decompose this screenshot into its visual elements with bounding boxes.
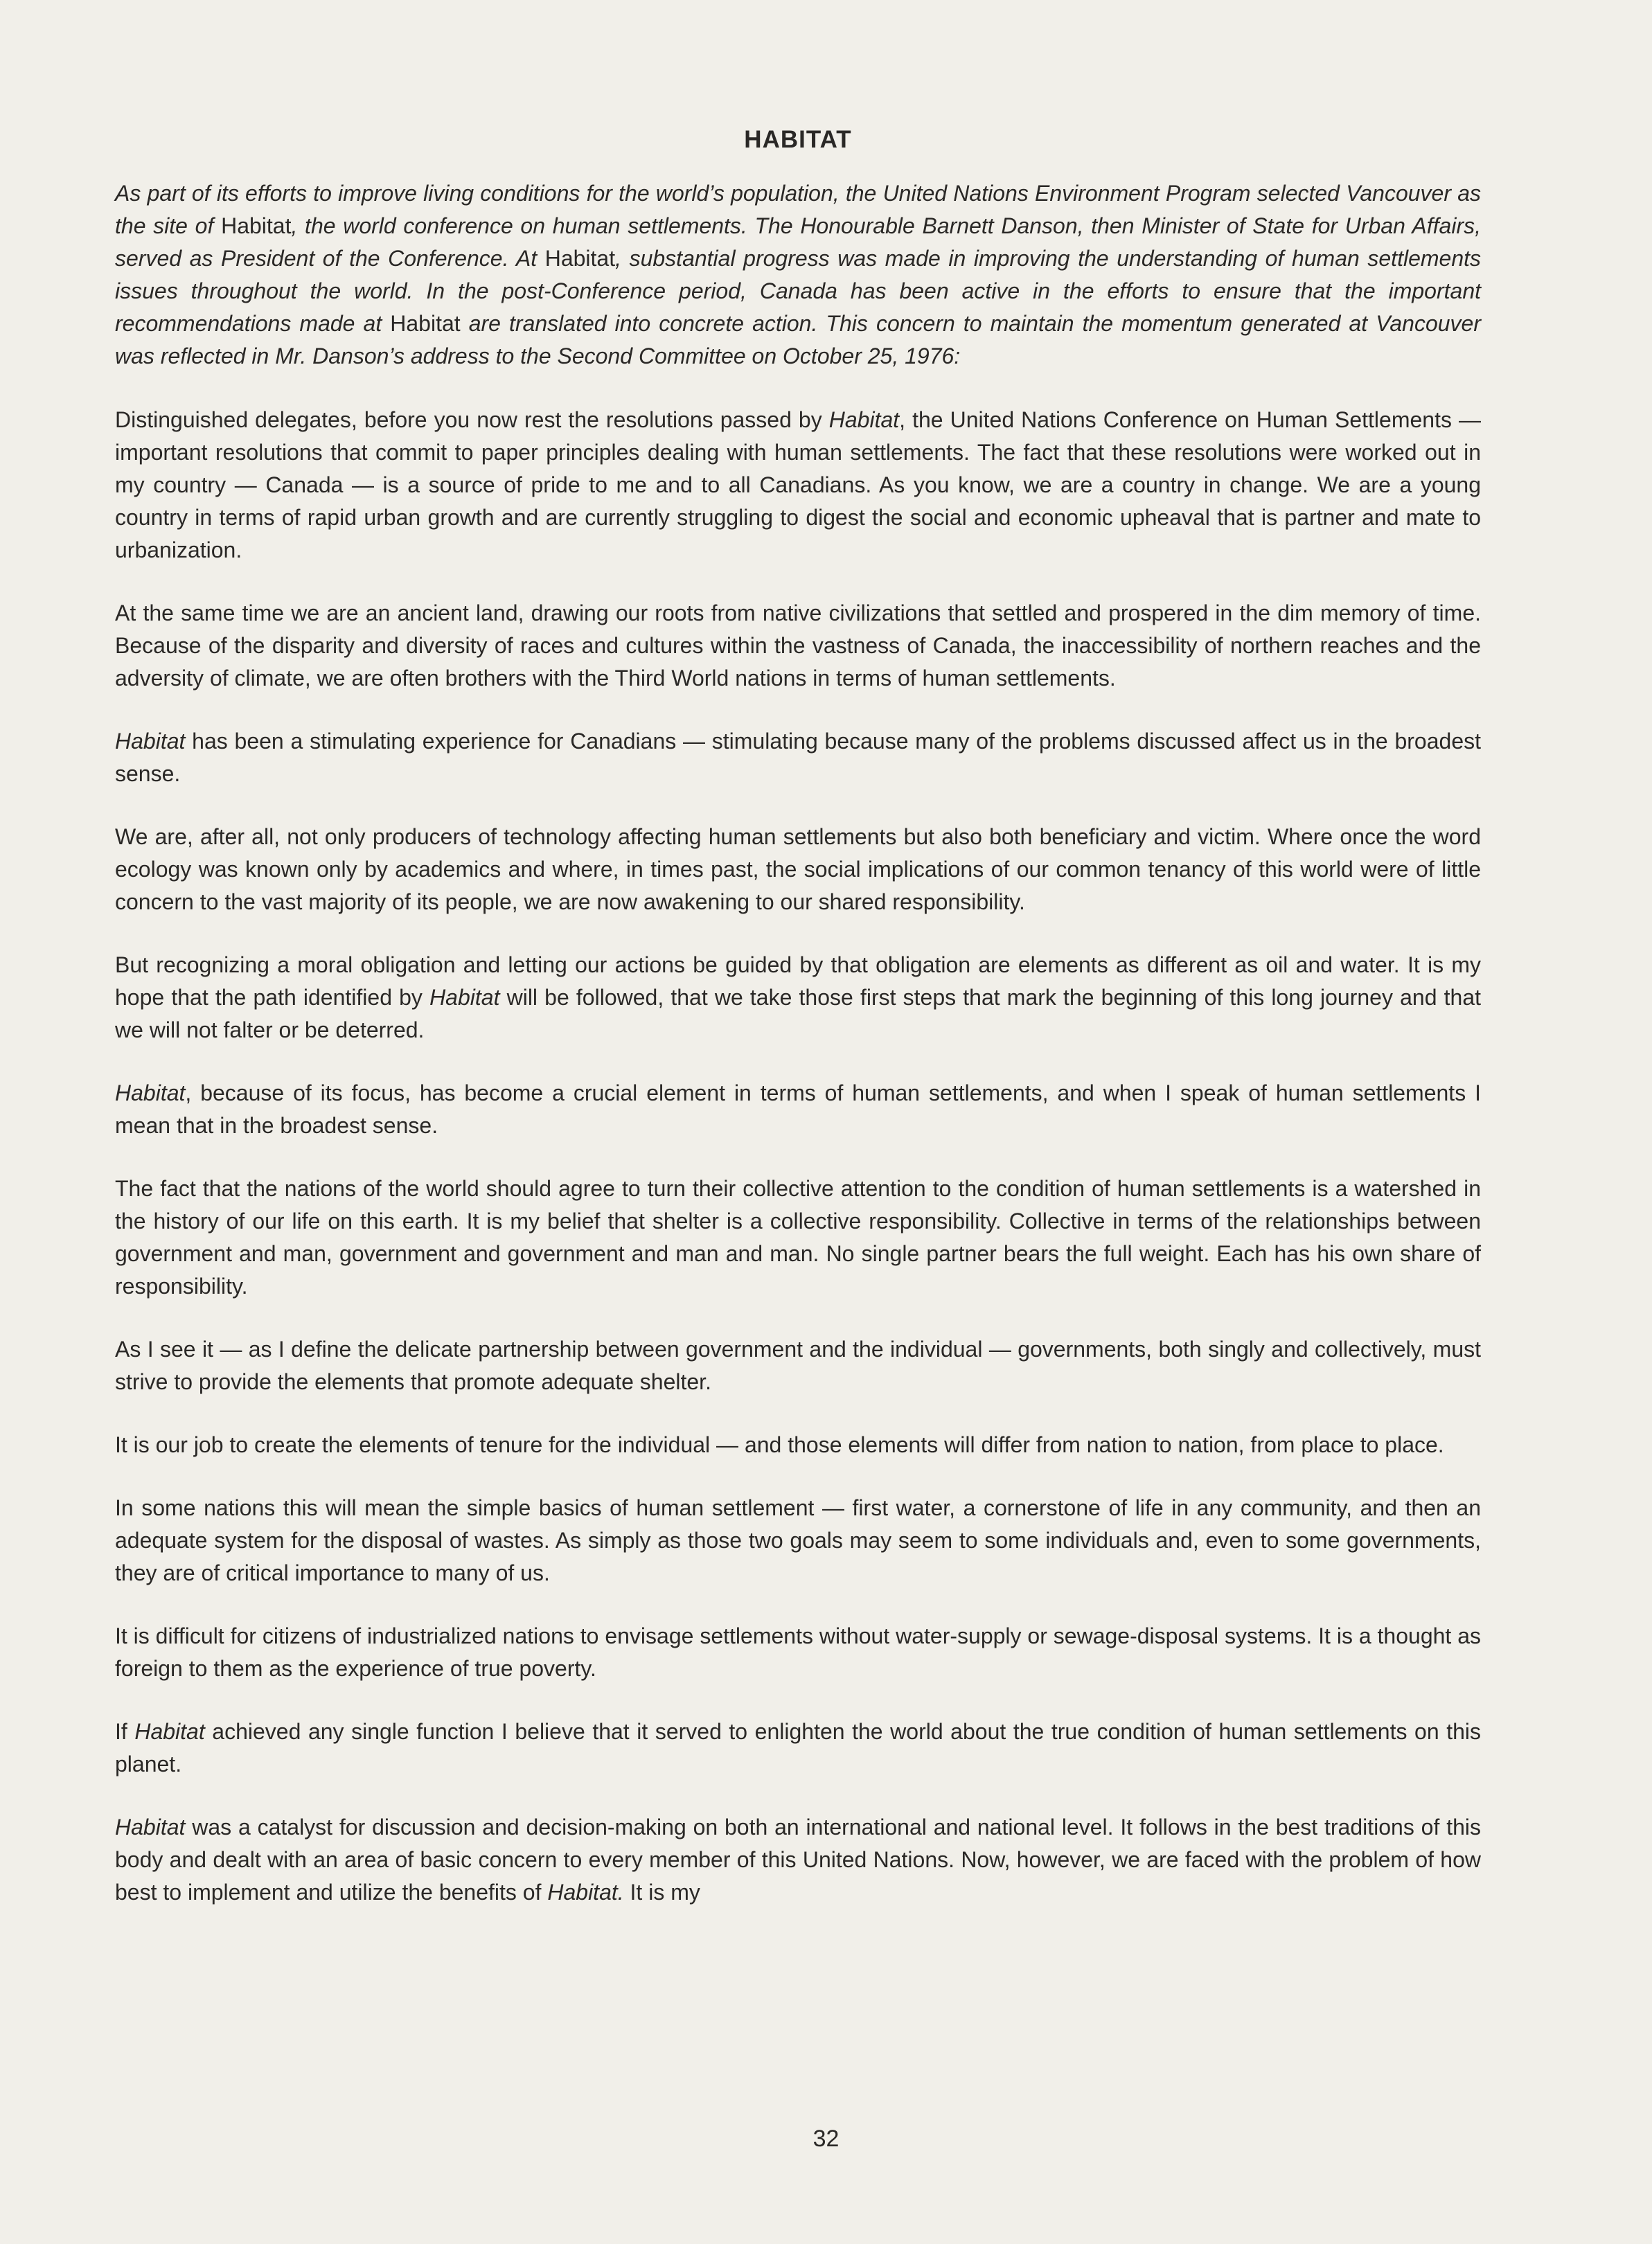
paragraph-text: was a catalyst for discussion and decision-making on both an international and national level. It follows in the best traditions of this body and dealt with an area of basic concern to every member of this United Nations. Now, however, we are faced with the problem of how best to implement and utilize the benefits of (115, 1815, 1481, 1905)
paragraph-text: , because of its focus, has become a crucial element in terms of human settlements, and when I speak of human settlements I mean that in the broadest sense. (115, 1080, 1481, 1138)
paragraph-text: Habitat (828, 407, 900, 432)
intro-text: Habitat (390, 311, 461, 336)
intro-paragraph (115, 177, 1481, 373)
paragraph-text: In some nations this will mean the simple basics of human settlement — first water, a cornerstone of life in any community, and then an adequate system for the disposal of wastes. As simply as those two goals may seem to some individuals and, even to some governments, they are of critical importance to many of us. (115, 1495, 1481, 1585)
paragraph-text: , the United Nations Conference on Human Settlements — important resolutions that commit to paper principles dealing with human settlements. The fact that these resolutions were worked out in my country — Canada — is a source of pride to me and to all Canadians. As you know, we are a country in change. We are a young country in terms of rapid urban growth and are currently struggling to digest the social and economic upheaval that is partner and mate to urbanization. (115, 407, 1481, 562)
paragraph-text: But recognizing a moral obligation and letting our actions be guided by that obligation are elements as different as oil and water. It is my hope that the path identified by (115, 952, 1481, 1010)
intro-text: Habitat (544, 246, 616, 271)
intro-text: Habitat (221, 213, 292, 238)
body-paragraph (115, 1173, 1481, 1303)
paragraph-text: Habitat (115, 1815, 186, 1840)
intro-text: As part of its efforts to improve living conditions for the world’s population, the United Nations Environment Program selected Vancouver as the site of (115, 181, 1481, 238)
intro-text: , substantial progress was made in improving the understanding of human settlements issues throughout the world. In the post-Conference period, Canada has been active in the efforts to ensure that the important recommendations made at (115, 246, 1482, 336)
body-paragraph (115, 949, 1481, 1047)
paragraph-text: The fact that the nations of the world should agree to turn their collective attention to the condition of human settlements is a watershed in the history of our life on this earth. It is my belief that shelter is a collective responsibility. Collective in terms of the relationships between government and man, government and government and man and man. No single partner bears the full weight. Each has his own share of responsibility. (115, 1176, 1481, 1299)
paragraph-text: Habitat (429, 985, 500, 1010)
paragraph-text: As I see it — as I define the delicate partnership between government and the individual — governments, both singly and collectively, must strive to provide the elements that promote adequate shelter. (115, 1337, 1481, 1394)
page-title: HABITAT (744, 126, 852, 153)
body-paragraph (115, 597, 1481, 695)
paragraph-text: will be followed, that we take those first steps that mark the beginning of this long journey and that we will not falter or be deterred. (115, 985, 1481, 1042)
body-paragraph (115, 404, 1481, 567)
body-paragraph (115, 821, 1481, 918)
paragraph-text: Habitat (115, 729, 186, 754)
document-page (115, 126, 1481, 1939)
intro-text: , the world conference on human settlements. The Honourable Barnett Danson, then Minister of State for Urban Affairs, served as President of the Conference. At (115, 213, 1482, 271)
paragraph-text: It is our job to create the elements of tenure for the individual — and those elements will differ from nation to nation, from place to place. (115, 1432, 1444, 1457)
paragraph-text: has been a stimulating experience for Canadians — stimulating because many of the problems discussed affect us in the broadest sense. (115, 729, 1481, 786)
intro-text: are translated into concrete action. This concern to maintain the momentum generated at Vancouver was reflected in Mr. Danson’s address to the Second Committee on October 25, 1976: (115, 311, 1481, 368)
paragraph-text: Habitat. (547, 1880, 624, 1905)
paragraph-text: Habitat (134, 1719, 205, 1744)
body-paragraph (115, 1077, 1481, 1142)
paragraph-text: At the same time we are an ancient land, drawing our roots from native civilizations that settled and prospered in the dim memory of time. Because of the disparity and diversity of races and cultures within the vastness of Canada, the inaccessibility of northern reaches and the adversity of climate, we are often brothers with the Third World nations in terms of human settlements. (115, 600, 1481, 691)
paragraph-text: It is my (623, 1880, 700, 1905)
page-number: 32 (812, 2126, 840, 2152)
body-paragraph (115, 1811, 1481, 1909)
paragraph-text: Distinguished delegates, before you now rest the resolutions passed by (115, 407, 829, 432)
body-paragraph (115, 1429, 1481, 1461)
body-paragraph (115, 1492, 1481, 1589)
paragraph-text: achieved any single function I believe that it served to enlighten the world about the true condition of human settlements on this planet. (115, 1719, 1482, 1776)
body-paragraph (115, 725, 1481, 790)
paragraph-text: Habitat (115, 1080, 186, 1105)
body-paragraph (115, 1620, 1481, 1685)
paragraph-text: We are, after all, not only producers of technology affecting human settlements but also both beneficiary and victim. Where once the word ecology was known only by academics and where, in times past, the social implications of our common tenancy of this world were of little concern to the vast majority of its people, we are now awakening to our shared responsibility. (115, 824, 1481, 914)
body-paragraph (115, 1716, 1481, 1781)
paragraph-text: It is difficult for citizens of industrialized nations to envisage settlements without water-supply or sewage-disposal systems. It is a thought as foreign to them as the experience of true poverty. (115, 1623, 1481, 1681)
body-paragraph (115, 1333, 1481, 1398)
paragraph-text: If (115, 1719, 135, 1744)
